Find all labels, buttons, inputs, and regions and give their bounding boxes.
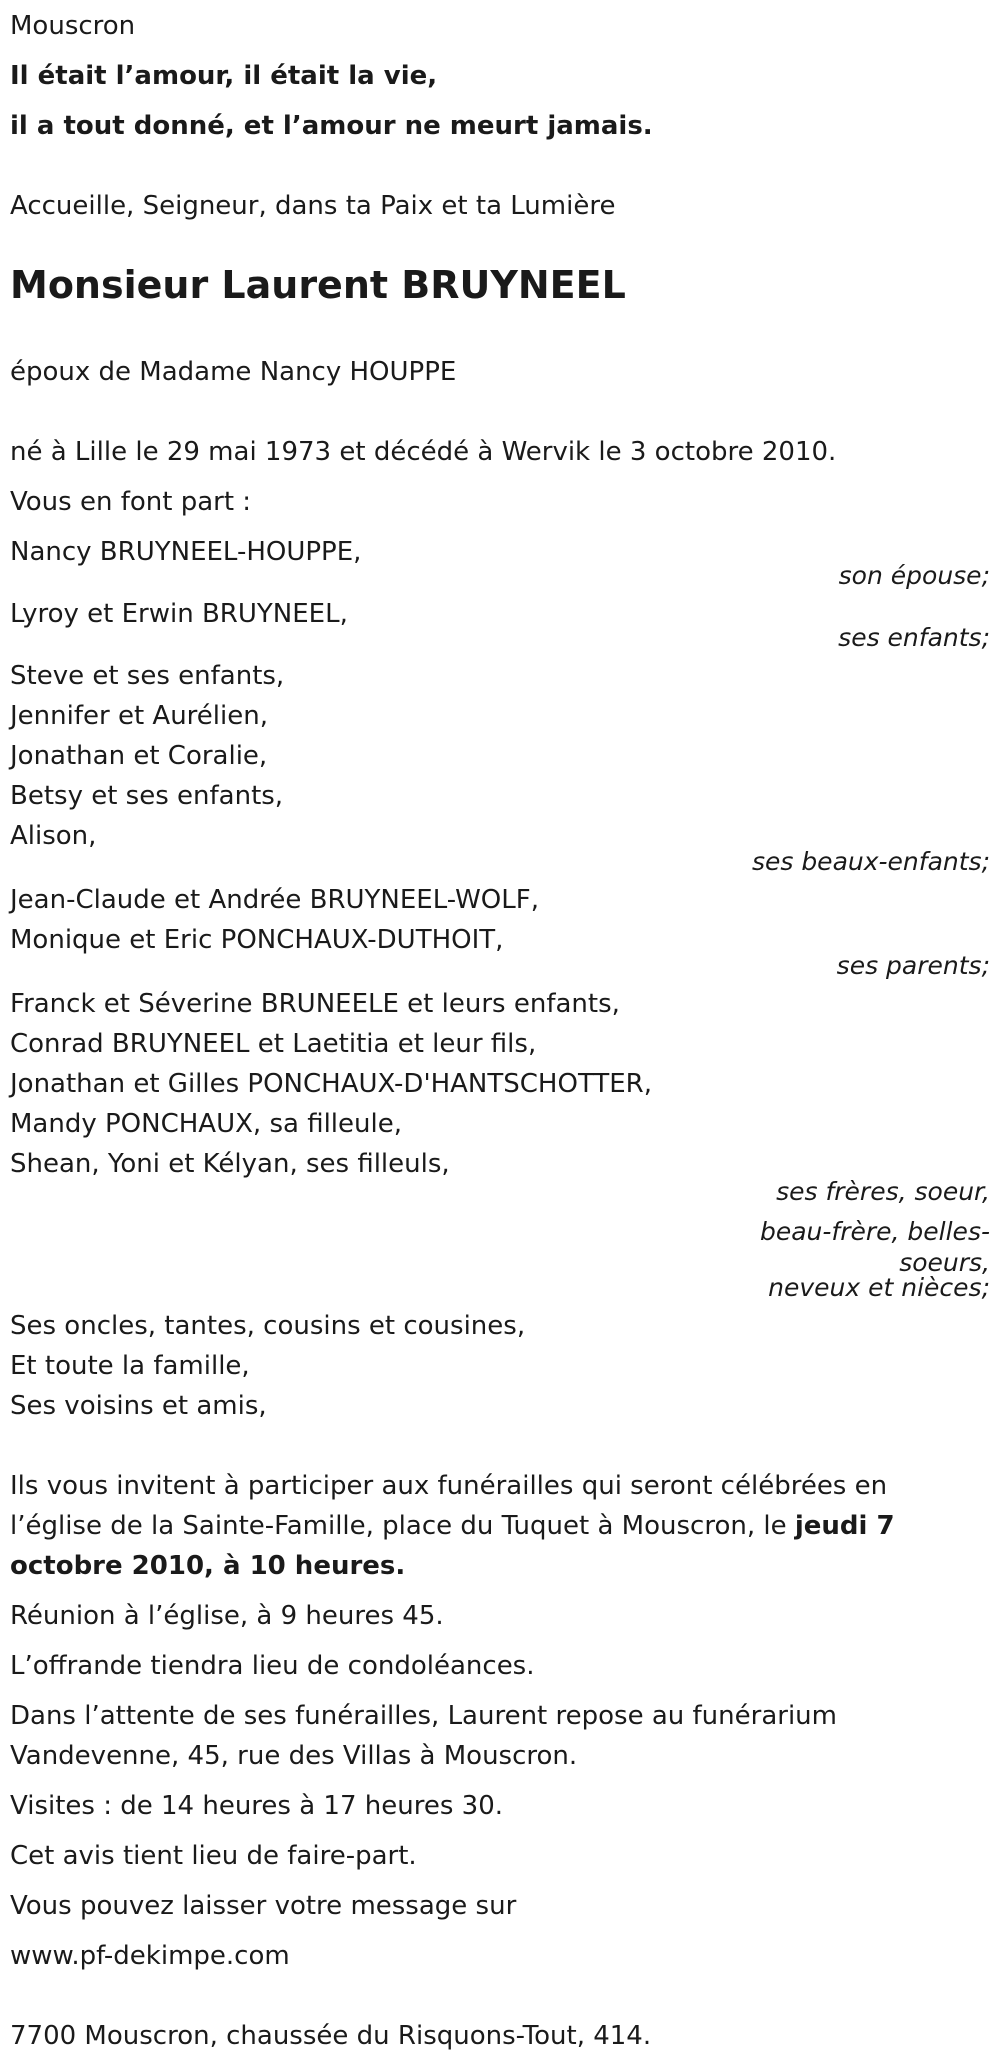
funeral-line-1: Ils vous invitent à participer aux funérailles qui seront célébrées en	[10, 1471, 888, 1501]
announce-line: Vous en font part :	[10, 487, 252, 517]
role-siblings-line: neveux et nièces;	[768, 1273, 990, 1302]
family-others-list	[10, 1306, 525, 1426]
family-name: Jennifer et Aurélien,	[10, 701, 268, 731]
family-name: Jonathan et Gilles PONCHAUX-D'HANTSCHOTTER,	[10, 1069, 653, 1099]
quote-line-1: Il était l’amour, il était la vie,	[10, 61, 438, 91]
funeral-line-2-text: l’église de la Sainte-Famille, place du Tuquet à Mouscron, le	[10, 1511, 795, 1541]
family-name: Ses voisins et amis,	[10, 1391, 267, 1421]
address-line: 7700 Mouscron, chaussée du Risquons-Tout, 414.	[10, 2021, 652, 2051]
funeral-time-bold: octobre 2010, à 10 heures.	[10, 1551, 406, 1581]
quote-line-2: il a tout donné, et l’amour ne meurt jamais.	[10, 111, 653, 141]
rest-line-2: Vandevenne, 45, rue des Villas à Mouscron.	[10, 1741, 578, 1771]
funeral-line-3	[10, 1546, 910, 1586]
family-name: Jean-Claude et Andrée BRUYNEEL-WOLF,	[10, 885, 539, 915]
funeral-date-bold: jeudi 7	[794, 1511, 895, 1541]
family-siblings-list	[10, 984, 652, 1184]
family-children-list	[10, 594, 348, 634]
family-stepchildren-list	[10, 656, 284, 856]
role-parents: ses parents;	[836, 951, 990, 980]
rest-paragraph	[10, 1696, 910, 1776]
family-name: Alison,	[10, 821, 97, 851]
rest-line-1: Dans l’attente de ses funérailles, Laurent repose au funérarium	[10, 1701, 837, 1731]
family-name: Shean, Yoni et Kélyan, ses filleuls,	[10, 1149, 450, 1179]
role-children: ses enfants;	[838, 623, 990, 652]
role-stepchildren: ses beaux-enfants;	[751, 847, 990, 876]
deceased-name: Monsieur Laurent BRUYNEEL	[10, 263, 626, 307]
family-name: Franck et Séverine BRUNEELE et leurs enfants,	[10, 989, 620, 1019]
family-name: Mandy PONCHAUX, sa filleule,	[10, 1109, 402, 1139]
funeral-paragraph	[10, 1466, 910, 1586]
role-siblings-line: ses frères, soeur,	[776, 1177, 990, 1206]
meeting-line: Réunion à l’église, à 9 heures 45.	[10, 1601, 444, 1631]
location: Mouscron	[10, 11, 136, 41]
offering-line: L’offrande tiendra lieu de condoléances.	[10, 1651, 535, 1681]
spouse-line: époux de Madame Nancy HOUPPE	[10, 357, 457, 387]
prayer: Accueille, Seigneur, dans ta Paix et ta Lumière	[10, 191, 616, 221]
family-name: Nancy BRUYNEEL-HOUPPE,	[10, 537, 362, 567]
family-name: Monique et Eric PONCHAUX-DUTHOIT,	[10, 925, 504, 955]
message-prompt: Vous pouvez laisser votre message sur	[10, 1891, 517, 1921]
notice-line: Cet avis tient lieu de faire-part.	[10, 1841, 417, 1871]
family-name: Ses oncles, tantes, cousins et cousines,	[10, 1311, 526, 1341]
role-siblings-line: beau-frère, belles-	[759, 1217, 990, 1246]
family-name: Steve et ses enfants,	[10, 661, 285, 691]
funeral-line-2	[10, 1506, 910, 1546]
family-name: Lyroy et Erwin BRUYNEEL,	[10, 599, 348, 629]
family-name: Betsy et ses enfants,	[10, 781, 284, 811]
family-name: Conrad BRUYNEEL et Laetitia et leur fils,	[10, 1029, 537, 1059]
role-siblings	[750, 1172, 990, 1302]
birth-death-line: né à Lille le 29 mai 1973 et décédé à Wervik le 3 octobre 2010.	[10, 437, 837, 467]
role-spouse: son épouse;	[838, 561, 990, 590]
website-link[interactable]: www.pf-dekimpe.com	[10, 1941, 290, 1971]
family-name: Et toute la famille,	[10, 1351, 250, 1381]
family-spouse-list	[10, 532, 361, 572]
role-siblings-line: soeurs,	[899, 1248, 990, 1277]
family-name: Jonathan et Coralie,	[10, 741, 268, 771]
visits-line: Visites : de 14 heures à 17 heures 30.	[10, 1791, 503, 1821]
family-parents-list	[10, 880, 539, 960]
